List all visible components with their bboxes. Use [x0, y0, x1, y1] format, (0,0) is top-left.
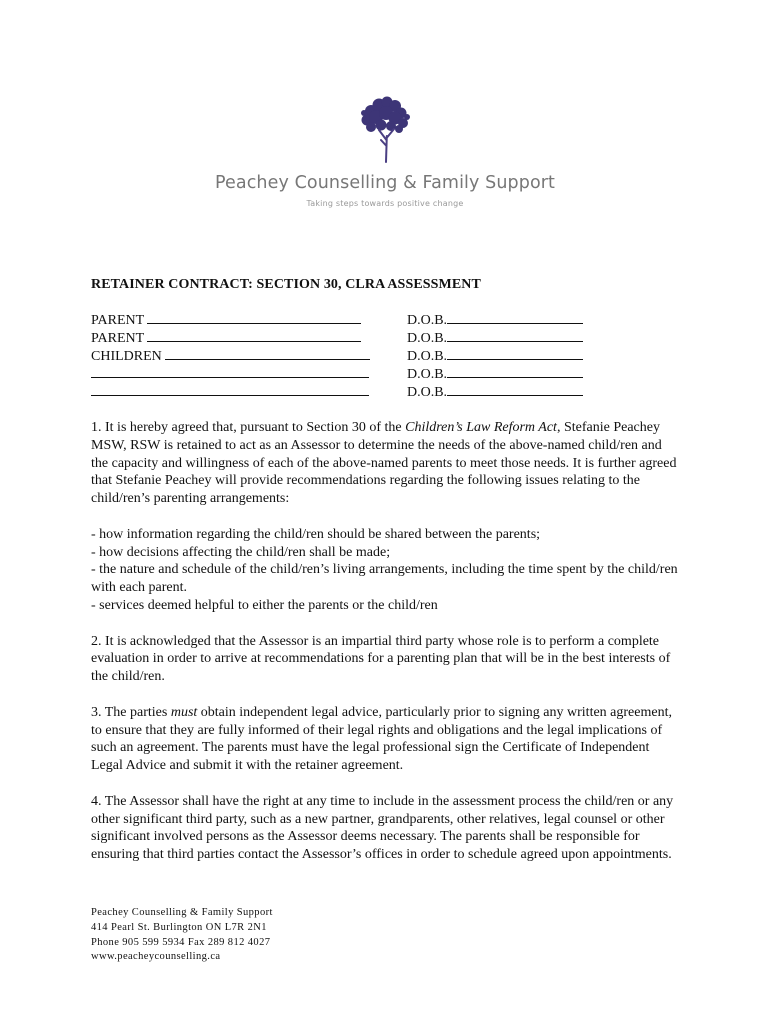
dob-label: D.O.B. — [407, 331, 448, 346]
dob-blank — [447, 383, 583, 396]
dob-blank — [447, 311, 583, 324]
child-blank — [91, 383, 369, 396]
party-fields — [91, 311, 601, 401]
dob-label: D.O.B. — [407, 313, 448, 328]
issue-item: - services deemed helpful to either the parents or the child/ren — [91, 597, 438, 613]
emphasis-must: must — [170, 704, 198, 720]
footer-org-name: Peachey Counselling & Family Support — [91, 907, 273, 918]
footer-contact — [91, 906, 273, 965]
issue-item: - the nature and schedule of the child/ren’s living arrangements, including the time spent by the child/ren with each parent. — [91, 562, 678, 596]
footer-website: www.peacheycounselling.ca — [91, 951, 221, 963]
field-row-child-2 — [91, 365, 601, 383]
clause-1: 1. It is hereby agreed that, pursuant to Section 30 of the Children’s Law Reform Act, Stefanie Peachey MSW, RSW is retained to act as an Assessor to determine the needs of the above-named child/ren and the capacity and willingness of each of the above-named parents to meet those needs. It is further agreed that Stefanie Peachey will provide recommendations regarding the following issues relating to the child/ren’s parenting arrangements: — [91, 420, 677, 507]
clause-2: 2. It is acknowledged that the Assessor is an impartial third party whose role is to perform a complete evaluation in order to arrive at recommendations for a parenting plan that will be in the best interests of the child/ren. — [91, 633, 671, 685]
parent-2-label: PARENT — [91, 331, 144, 346]
dob-label: D.O.B. — [407, 385, 448, 400]
tree-logo-icon — [357, 96, 413, 164]
clause-3: 3. The parties must obtain independent legal advice, particularly prior to signing any written agreement, to ensure that they are fully informed of their legal rights and obligations and the legal implications of such an agreement. The parents must have the legal professional sign the Certificate of Independent Legal Advice and submit it with the retainer agreement. — [91, 704, 672, 774]
children-label: CHILDREN — [91, 349, 162, 364]
field-row-child-3 — [91, 383, 601, 401]
field-row-parent-1 — [91, 311, 601, 329]
footer-phone-fax: Phone 905 599 5934 Fax 289 812 4027 — [91, 936, 271, 948]
act-name: Children’s Law Reform Act — [405, 420, 557, 435]
contract-body — [91, 419, 681, 882]
child-blank — [91, 365, 369, 378]
clause-4: 4. The Assessor shall have the right at any time to include in the assessment process the child/ren or any other significant third party, such as a new partner, grandparents, other relatives, legal counsel or other significant involved persons as the Assessor deems necessary. The parents shall be responsible for ensuring that third parties contact the Assessor’s offices in order to schedule agreed upon appointments. — [91, 793, 674, 863]
letterhead — [0, 96, 770, 208]
organization-name: Peachey Counselling & Family Support — [214, 173, 556, 193]
children-blank — [165, 347, 370, 360]
dob-label: D.O.B. — [407, 349, 448, 364]
parent-1-blank — [147, 311, 361, 324]
parent-2-blank — [147, 329, 361, 342]
issue-item: - how information regarding the child/ren should be shared between the parents; — [91, 526, 541, 542]
dob-blank — [447, 365, 583, 378]
parent-1-label: PARENT — [91, 313, 144, 328]
organization-tagline: Taking steps towards positive change — [306, 199, 464, 208]
dob-blank — [447, 329, 583, 342]
footer-address: 414 Pearl St. Burlington ON L7R 2N1 — [91, 921, 267, 933]
dob-label: D.O.B. — [407, 367, 448, 382]
document-title: RETAINER CONTRACT: SECTION 30, CLRA ASSESSMENT — [91, 277, 481, 292]
field-row-parent-2 — [91, 329, 601, 347]
dob-blank — [447, 347, 583, 360]
issue-item: - how decisions affecting the child/ren shall be made; — [91, 544, 391, 560]
field-row-children — [91, 347, 601, 365]
